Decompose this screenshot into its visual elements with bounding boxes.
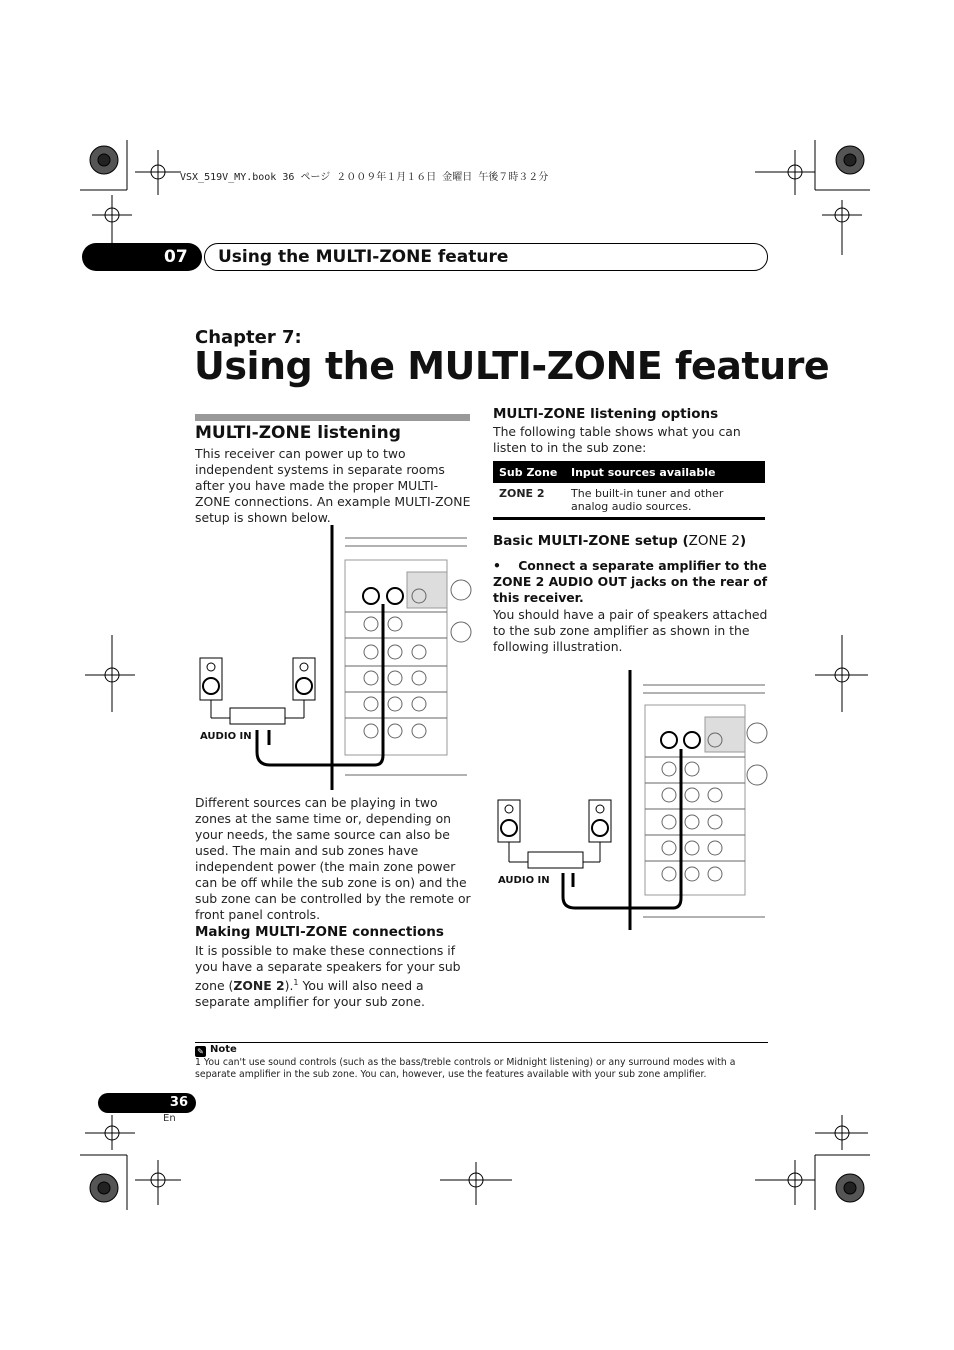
options-title: MULTI-ZONE listening options — [493, 406, 719, 422]
note-rule — [195, 1042, 768, 1043]
section-bar — [195, 414, 470, 421]
print-header: VSX_519V_MY.book 36 ページ ２００９年１月１６日 金曜日 午後７時３２分 — [180, 172, 549, 183]
basic-setup-title: Basic MULTI-ZONE setup (ZONE 2) — [493, 533, 747, 549]
audio-in-label-2: AUDIO IN — [498, 875, 550, 886]
page-number: 36 — [169, 1095, 188, 1110]
chapter-title: Using the MULTI-ZONE feature — [194, 344, 830, 388]
chapter-label: Chapter 7: — [195, 327, 302, 348]
note-label: Note — [210, 1044, 237, 1055]
basic-setup-text: You should have a pair of speakers attached to the sub zone amplifier as shown in the following illustration. — [493, 607, 768, 654]
options-intro: The following table shows what you can listen to in the sub zone: — [493, 424, 741, 455]
table-header-subzone: Sub Zone — [493, 461, 565, 483]
zone-table — [493, 461, 765, 520]
zone2-diagram-1 — [195, 520, 475, 795]
table-cell-zone: ZONE 2 — [493, 483, 565, 519]
listening-intro: This receiver can power up to two independent systems in separate rooms after you have made the proper MULTI-ZONE connections. An example MULTI-ZONE setup is shown below. — [195, 446, 471, 525]
table-cell-sources: The built-in tuner and other analog audio sources. — [565, 483, 765, 519]
section-title-listening: MULTI-ZONE listening — [195, 423, 401, 443]
basic-setup-instruction: • Connect a separate amplifier to the ZONE 2 AUDIO OUT jacks on the rear of this receiver. — [493, 558, 768, 605]
chapter-tab-title: Using the MULTI-ZONE feature — [218, 247, 509, 267]
making-title: Making MULTI-ZONE connections — [195, 924, 444, 940]
chapter-tab-number: 07 — [164, 247, 188, 267]
page-language: En — [163, 1113, 176, 1124]
zone2-diagram-2 — [493, 665, 768, 935]
making-text: It is possible to make these connections if you have a separate speakers for your sub zone (ZONE 2).$^1$ You will also need a separate amplifier for your sub zone. — [195, 943, 461, 1010]
pencil-icon: ✎ — [195, 1046, 206, 1057]
note-text: 1 You can't use sound controls (such as the bass/treble controls or Midnight listening) or any surround modes with a separate amplifier in the sub zone. You can, however, use the features available with your sub zone amplifier. — [195, 1057, 736, 1080]
audio-in-label-1: AUDIO IN — [200, 731, 252, 742]
table-row — [493, 483, 765, 519]
table-header-sources: Input sources available — [565, 461, 765, 483]
listening-sources: Different sources can be playing in two zones at the same time or, depending on your needs, the same source can also be used. The main and sub zones have independent power (the main zone power can be off while the sub zone is on) and the sub zone can be controlled by the remote or front panel controls. — [195, 795, 471, 922]
